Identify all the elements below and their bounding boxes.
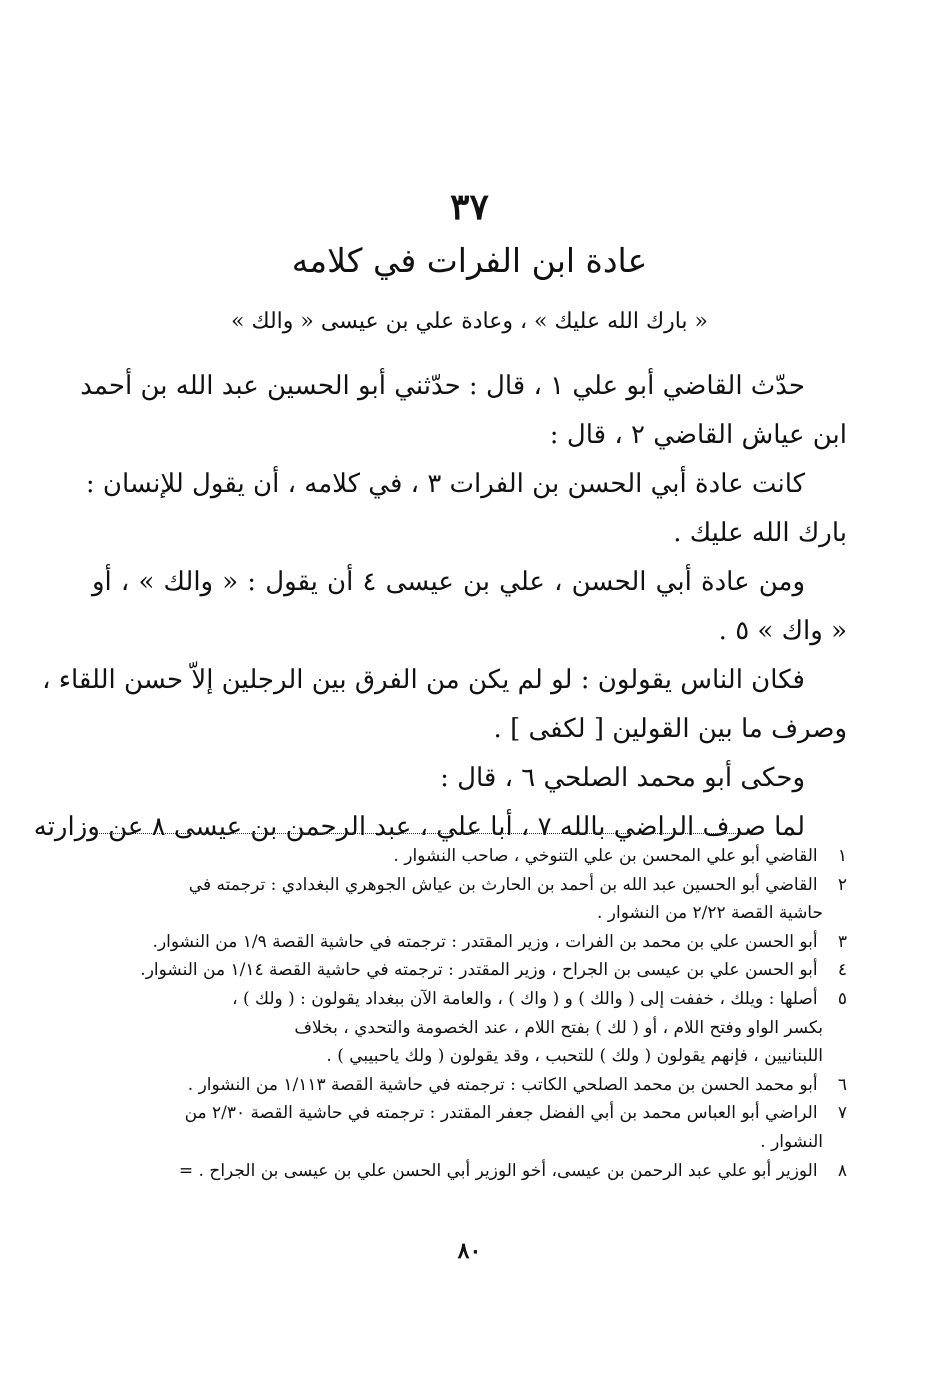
footnote-number: ٦	[837, 1074, 847, 1095]
footnote-divider	[92, 833, 760, 834]
footnote-text: أبو الحسن علي بن محمد بن الفرات ، وزير المقتدر : ترجمته في حاشية القصة ١/٩ من النشوار.	[152, 931, 818, 952]
story-subtitle: « بارك الله عليك » ، وعادة علي بن عيسى « والك »	[230, 309, 709, 334]
body-line: بارك الله عليك .	[673, 518, 847, 548]
footnote-1	[92, 842, 847, 871]
story-title: عادة ابن الفرات في كلامه	[291, 241, 648, 280]
footnote-8	[92, 1157, 847, 1186]
footnote-number: ٧	[837, 1103, 847, 1124]
body-line: ابن عياش القاضي ٢ ، قال :	[549, 420, 847, 450]
footnote-number: ١	[837, 846, 847, 866]
body-line: وصرف ما بين القولين [ لكفى ] .	[493, 714, 847, 744]
story-body	[33, 362, 847, 852]
footnote-text: القاضي أبو علي المحسن بن علي التنوخي ، صاحب النشوار .	[393, 846, 818, 866]
footnotes	[92, 842, 847, 1185]
footnote-number: ٣	[837, 931, 847, 952]
footnote-3	[92, 928, 847, 957]
body-line: ومن عادة أبي الحسن ، علي بن عيسى ٤ أن يقول : « والك » ، أو	[92, 567, 805, 597]
footnote-number: ٨	[837, 1160, 847, 1181]
footnote-5-cont: اللبنانيين ، فإنهم يقولون ( ولك ) للتحبب ، وقد يقولون ( ولك ياحبيبي ) .	[326, 1046, 823, 1067]
page-number: ٨٠	[457, 1238, 482, 1264]
footnote-2	[92, 871, 847, 900]
body-line: لما صرف الراضي بالله ٧ ، أبا علي ، عبد الرحمن بن عيسى ٨ عن وزارته	[33, 812, 805, 842]
footnote-7	[92, 1099, 847, 1128]
story-number: ٣٧	[450, 186, 489, 228]
footnote-5-cont: بكسر الواو وفتح اللام ، أو ( لك ) بفتح اللام ، عند الخصومة والتحدي ، بخلاف	[294, 1017, 823, 1038]
footnote-2-cont: حاشية القصة ٢/٢٢ من النشوار .	[596, 903, 823, 924]
body-line: كانت عادة أبي الحسن بن الفرات ٣ ، في كلامه ، أن يقول للإنسان :	[85, 469, 805, 499]
footnote-text: الوزير أبو علي عبد الرحمن بن عيسى، أخو الوزير أبي الحسن علي بن عيسى بن الجراح . =	[178, 1160, 818, 1181]
footnote-6	[92, 1071, 847, 1100]
footnote-7-cont: النشوار .	[760, 1131, 823, 1152]
body-line: وحكى أبو محمد الصلحي ٦ ، قال :	[440, 763, 805, 793]
body-line: فكان الناس يقولون : لو لم يكن من الفرق بين الرجلين إلاّ حسن اللقاء ،	[42, 665, 805, 695]
footnote-text: الراضي أبو العباس محمد بن أبي الفضل جعفر المقتدر : ترجمته في حاشية القصة ٢/٣٠ من	[184, 1103, 818, 1124]
footnote-text: أبو محمد الحسن بن محمد الصلحي الكاتب : ترجمته في حاشية القصة ١/١١٣ من النشوار .	[187, 1074, 818, 1095]
footnote-text: القاضي أبو الحسين عبد الله بن أحمد بن الحارث بن عياش الجوهري البغدادي : ترجمته في	[188, 874, 818, 895]
footnote-number: ٤	[837, 960, 847, 981]
body-line: حدّث القاضي أبو علي ١ ، قال : حدّثني أبو الحسين عبد الله بن أحمد	[80, 371, 805, 401]
footnote-text: أبو الحسن علي بن عيسى بن الجراح ، وزير المقتدر : ترجمته في حاشية القصة ١/١٤ من النشوار.	[140, 960, 818, 981]
footnote-text: أصلها : ويلك ، خففت إلى ( والك ) و ( واك ) ، والعامة الآن ببغداد يقولون : ( ولك ) ،	[232, 988, 818, 1009]
footnote-4	[92, 956, 847, 985]
footnote-number: ٥	[837, 988, 847, 1009]
body-line: « واك » ٥ .	[718, 616, 847, 646]
footnote-5	[92, 985, 847, 1014]
footnote-number: ٢	[837, 874, 847, 895]
